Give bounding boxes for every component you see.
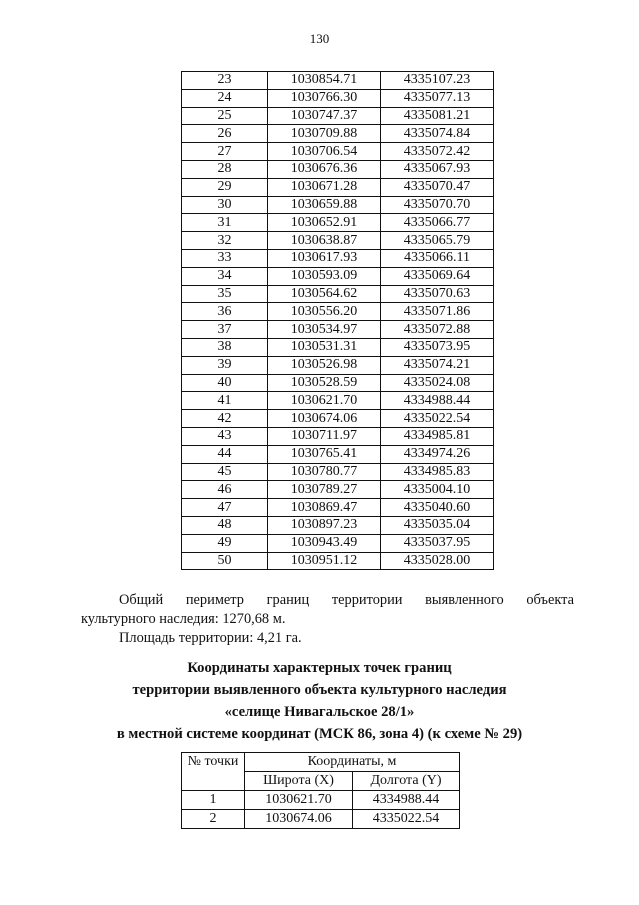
- area-text: Площадь территории: 4,21 га.: [119, 630, 302, 646]
- latitude-cell: 1030951.12: [268, 552, 381, 570]
- longitude-cell: 4334974.26: [381, 445, 494, 463]
- table-row: [182, 356, 494, 374]
- table-row: [182, 125, 494, 143]
- point-number-cell: 29: [182, 178, 268, 196]
- longitude-cell: 4334988.44: [381, 392, 494, 410]
- longitude-cell: 4335070.47: [381, 178, 494, 196]
- table-row: [182, 72, 494, 90]
- coordinates-table-2-body: [182, 791, 460, 829]
- latitude-cell: 1030674.06: [268, 410, 381, 428]
- point-number-cell: 36: [182, 303, 268, 321]
- longitude-cell: 4335065.79: [381, 232, 494, 250]
- coordinates-table-2: [181, 752, 460, 829]
- latitude-cell: 1030652.91: [268, 214, 381, 232]
- table-row: [182, 267, 494, 285]
- latitude-cell: 1030659.88: [268, 196, 381, 214]
- latitude-cell: 1030593.09: [268, 267, 381, 285]
- latitude-cell: 1030869.47: [268, 499, 381, 517]
- table-row: [182, 552, 494, 570]
- longitude-cell: 4335072.42: [381, 143, 494, 161]
- table-row: [182, 374, 494, 392]
- table-row: [182, 534, 494, 552]
- header-coordinates: Координаты, м: [245, 753, 460, 772]
- perimeter-line-2: культурного наследия: 1270,68 м.: [81, 611, 286, 627]
- latitude-cell: 1030528.59: [268, 374, 381, 392]
- longitude-cell: 4334985.83: [381, 463, 494, 481]
- point-number-cell: 27: [182, 143, 268, 161]
- table-row: [182, 214, 494, 232]
- longitude-cell: 4335022.54: [381, 410, 494, 428]
- latitude-cell: 1030621.70: [268, 392, 381, 410]
- latitude-cell: 1030766.30: [268, 89, 381, 107]
- latitude-cell: 1030638.87: [268, 232, 381, 250]
- point-number-cell: 38: [182, 338, 268, 356]
- point-number-cell: 45: [182, 463, 268, 481]
- point-number-cell: 41: [182, 392, 268, 410]
- table-row: [182, 791, 460, 810]
- latitude-cell: 1030671.28: [268, 178, 381, 196]
- point-number-cell: 2: [182, 810, 245, 829]
- longitude-cell: 4335040.60: [381, 499, 494, 517]
- table-row: [182, 463, 494, 481]
- longitude-cell: 4335022.54: [353, 810, 460, 829]
- perimeter-paragraph: [81, 591, 574, 629]
- point-number-cell: 28: [182, 160, 268, 178]
- table-row: [182, 232, 494, 250]
- longitude-cell: 4335107.23: [381, 72, 494, 90]
- latitude-cell: 1030621.70: [245, 791, 353, 810]
- coordinates-table-body: [182, 72, 494, 570]
- latitude-cell: 1030709.88: [268, 125, 381, 143]
- point-number-cell: 26: [182, 125, 268, 143]
- point-number-cell: 30: [182, 196, 268, 214]
- table-row: [182, 481, 494, 499]
- table-row: [182, 285, 494, 303]
- table-row: [182, 499, 494, 517]
- header-latitude: Широта (X): [245, 772, 353, 791]
- table-row: [182, 810, 460, 829]
- latitude-cell: 1030531.31: [268, 338, 381, 356]
- section-heading: [0, 657, 639, 745]
- point-number-cell: 1: [182, 791, 245, 810]
- table-row: [182, 178, 494, 196]
- longitude-cell: 4335004.10: [381, 481, 494, 499]
- point-number-cell: 39: [182, 356, 268, 374]
- table-row: [182, 410, 494, 428]
- longitude-cell: 4335074.21: [381, 356, 494, 374]
- point-number-cell: 25: [182, 107, 268, 125]
- table-row: [182, 338, 494, 356]
- longitude-cell: 4335072.88: [381, 321, 494, 339]
- table-header-row: [182, 753, 460, 772]
- longitude-cell: 4335028.00: [381, 552, 494, 570]
- latitude-cell: 1030780.77: [268, 463, 381, 481]
- latitude-cell: 1030674.06: [245, 810, 353, 829]
- heading-line-3: «селище Нивагальское 28/1»: [224, 704, 415, 720]
- table-row: [182, 303, 494, 321]
- point-number-cell: 44: [182, 445, 268, 463]
- point-number-cell: 31: [182, 214, 268, 232]
- point-number-cell: 24: [182, 89, 268, 107]
- longitude-cell: 4335074.84: [381, 125, 494, 143]
- point-number-cell: 49: [182, 534, 268, 552]
- point-number-cell: 50: [182, 552, 268, 570]
- heading-line-1: Координаты характерных точек границ: [187, 660, 452, 676]
- latitude-cell: 1030564.62: [268, 285, 381, 303]
- point-number-cell: 43: [182, 427, 268, 445]
- longitude-cell: 4335024.08: [381, 374, 494, 392]
- latitude-cell: 1030556.20: [268, 303, 381, 321]
- latitude-cell: 1030897.23: [268, 516, 381, 534]
- latitude-cell: 1030747.37: [268, 107, 381, 125]
- point-number-cell: 33: [182, 249, 268, 267]
- table-row: [182, 107, 494, 125]
- longitude-cell: 4335037.95: [381, 534, 494, 552]
- longitude-cell: 4335070.70: [381, 196, 494, 214]
- point-number-cell: 23: [182, 72, 268, 90]
- point-number-cell: 47: [182, 499, 268, 517]
- perimeter-line-1: Общий периметр границ территории выявленного объекта: [119, 592, 574, 608]
- point-number-cell: 34: [182, 267, 268, 285]
- latitude-cell: 1030789.27: [268, 481, 381, 499]
- table-row: [182, 249, 494, 267]
- longitude-cell: 4335073.95: [381, 338, 494, 356]
- longitude-cell: 4335066.11: [381, 249, 494, 267]
- point-number-cell: 35: [182, 285, 268, 303]
- latitude-cell: 1030706.54: [268, 143, 381, 161]
- header-point-number: № точки: [182, 753, 245, 791]
- heading-line-2: территории выявленного объекта культурного наследия: [132, 682, 507, 698]
- point-number-cell: 48: [182, 516, 268, 534]
- longitude-cell: 4334985.81: [381, 427, 494, 445]
- header-longitude: Долгота (Y): [353, 772, 460, 791]
- point-number-cell: 37: [182, 321, 268, 339]
- longitude-cell: 4335081.21: [381, 107, 494, 125]
- longitude-cell: 4335066.77: [381, 214, 494, 232]
- latitude-cell: 1030526.98: [268, 356, 381, 374]
- page-number: 130: [309, 31, 330, 46]
- latitude-cell: 1030534.97: [268, 321, 381, 339]
- table-row: [182, 143, 494, 161]
- latitude-cell: 1030676.36: [268, 160, 381, 178]
- point-number-cell: 40: [182, 374, 268, 392]
- point-number-cell: 46: [182, 481, 268, 499]
- longitude-cell: 4335067.93: [381, 160, 494, 178]
- table-row: [182, 516, 494, 534]
- point-number-cell: 42: [182, 410, 268, 428]
- coordinates-table: [181, 71, 494, 570]
- latitude-cell: 1030711.97: [268, 427, 381, 445]
- table-row: [182, 321, 494, 339]
- point-number-cell: 32: [182, 232, 268, 250]
- table-row: [182, 427, 494, 445]
- longitude-cell: 4335071.86: [381, 303, 494, 321]
- table-row: [182, 196, 494, 214]
- latitude-cell: 1030943.49: [268, 534, 381, 552]
- longitude-cell: 4334988.44: [353, 791, 460, 810]
- longitude-cell: 4335077.13: [381, 89, 494, 107]
- longitude-cell: 4335035.04: [381, 516, 494, 534]
- longitude-cell: 4335069.64: [381, 267, 494, 285]
- table-row: [182, 160, 494, 178]
- heading-line-4: в местной системе координат (МСК 86, зона 4) (к схеме № 29): [116, 726, 523, 742]
- latitude-cell: 1030854.71: [268, 72, 381, 90]
- longitude-cell: 4335070.63: [381, 285, 494, 303]
- table-row: [182, 89, 494, 107]
- table-row: [182, 392, 494, 410]
- table-row: [182, 445, 494, 463]
- latitude-cell: 1030617.93: [268, 249, 381, 267]
- latitude-cell: 1030765.41: [268, 445, 381, 463]
